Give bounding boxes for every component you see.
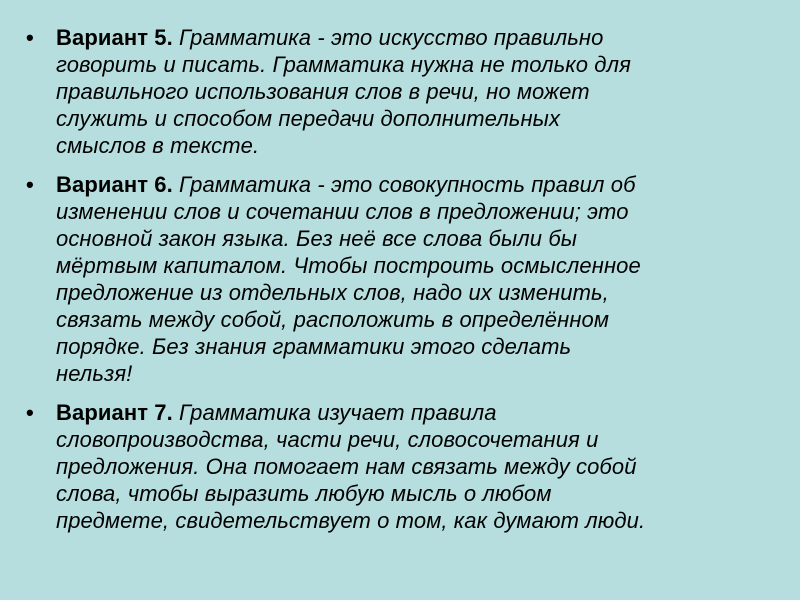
bullet-marker: • xyxy=(26,172,34,197)
bullet-body-line: правильного использования слов в речи, но может xyxy=(56,79,590,104)
bullet-body-line: нельзя! xyxy=(56,361,133,386)
bullet-item-variant-6 xyxy=(26,171,778,387)
bullet-body-line: изменении слов и сочетании слов в предложении; это xyxy=(56,199,629,224)
bullet-list xyxy=(26,24,778,534)
bullet-body-line: говорить и писать. Грамматика нужна не только для xyxy=(56,52,631,77)
bullet-marker: • xyxy=(26,25,34,50)
bullet-body-line: смыслов в тексте. xyxy=(56,133,260,158)
bullet-body-line: предмете, свидетельствует о том, как думают люди. xyxy=(56,508,646,533)
bullet-body-line: предложение из отдельных слов, надо их изменить, xyxy=(56,280,609,305)
bullet-title: Вариант 6. xyxy=(56,172,173,197)
bullet-text xyxy=(56,24,778,159)
bullet-body-line: порядке. Без знания грамматики этого сделать xyxy=(56,334,572,359)
bullet-text xyxy=(56,171,778,387)
bullet-text xyxy=(56,399,778,534)
bullet-body-line: служить и способом передачи дополнительных xyxy=(56,106,561,131)
bullet-marker: • xyxy=(26,400,34,425)
bullet-body-line: мёртвым капиталом. Чтобы построить осмысленное xyxy=(56,253,641,278)
bullet-item-variant-7 xyxy=(26,399,778,534)
bullet-body-line: Грамматика - это искусство правильно xyxy=(172,25,604,50)
bullet-body-line: слова, чтобы выразить любую мысль о любом xyxy=(56,481,552,506)
bullet-title: Вариант 7. xyxy=(56,400,173,425)
bullet-body-line: Грамматика изучает правила xyxy=(172,400,497,425)
bullet-body-line: основной закон языка. Без неё все слова были бы xyxy=(56,226,578,251)
bullet-body-line: связать между собой, расположить в определённом xyxy=(56,307,610,332)
bullet-body-line: Грамматика - это совокупность правил об xyxy=(172,172,636,197)
bullet-item-variant-5 xyxy=(26,24,778,159)
bullet-body-line: предложения. Она помогает нам связать между собой xyxy=(56,454,637,479)
bullet-body-line: словопроизводства, части речи, словосочетания и xyxy=(56,427,599,452)
bullet-title: Вариант 5. xyxy=(56,25,173,50)
